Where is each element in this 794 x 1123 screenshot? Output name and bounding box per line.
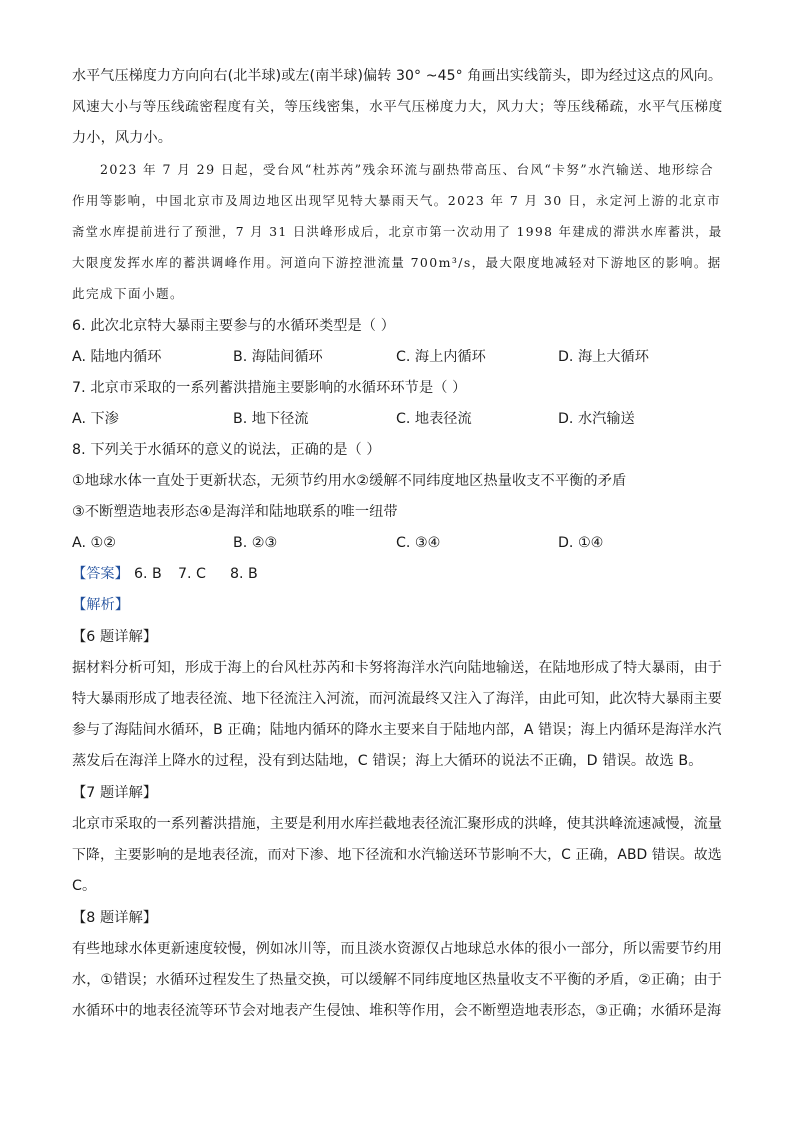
detail-6-line-1: 据材料分析可知，形成于海上的台风杜苏芮和卡努将海洋水汽向陆地输送，在陆地形成了特大暴雨，由于 [72,660,723,676]
intro-line-2: 风速大小与等压线疏密程度有关，等压线密集，水平气压梯度力大，风力大；等压线稀疏，水平气压梯度 [72,99,723,115]
material-line-1: 2023 年 7 月 29 日起，受台风“杜苏芮”残余环流与副热带高压、台风“卡努”水汽输送、地形综合 [100,162,715,177]
answer-8: 8. B [230,566,258,582]
question-7-option-c: C. 地表径流 [396,411,472,427]
question-8-options [72,533,724,553]
question-8-stem: 8. 下列关于水循环的意义的说法，正确的是（ ） [72,442,381,458]
question-6-stem: 6. 此次北京特大暴雨主要参与的水循环类型是（ ） [72,318,395,334]
question-7-option-a: A. 下渗 [72,411,119,427]
question-8-option-b: B. ②③ [233,535,278,551]
answer-7: 7. C [178,566,206,582]
detail-7-line-2: 下降，主要影响的是地表径流，而对下渗、地下径流和水汽输送环节影响不大，C 正确，ABD 错误。故选 [72,847,722,863]
detail-7-title: 【7 题详解】 [72,785,158,801]
question-8-option-c: C. ③④ [396,535,441,551]
detail-8-title: 【8 题详解】 [72,910,158,926]
question-6-options [72,347,724,367]
question-6-option-a: A. 陆地内循环 [72,349,162,365]
detail-6-line-4: 蒸发后在海洋上降水的过程，没有到达陆地，C 错误；海上大循环的说法不正确，D 错误。故选 B。 [72,753,703,769]
answer-row [72,564,332,584]
material-line-5: 此完成下面小题。 [72,286,184,301]
detail-7-line-1: 北京市采取的一系列蓄洪措施，主要是利用水库拦截地表径流汇聚形成的洪峰，使其洪峰流速减慢，流量 [72,816,723,832]
question-6-option-c: C. 海上内循环 [396,349,486,365]
material-line-2: 作用等影响，中国北京市及周边地区出现罕见特大暴雨天气。2023 年 7 月 30 日，永定河上游的北京市 [72,193,722,208]
answer-6: 6. B [134,566,162,582]
question-7-option-b: B. 地下径流 [233,411,309,427]
question-8-option-d: D. ①④ [558,535,604,551]
detail-8-line-3: 水循环中的地表径流等环节会对地表产生侵蚀、堆积等作用，会不断塑造地表形态，③正确；水循环是海 [72,1003,722,1019]
question-7-option-d: D. 水汽输送 [558,411,635,427]
material-line-4: 大限度发挥水库的蓄洪调峰作用。河道向下游控泄流量 700m³/s，最大限度地减轻对下游地区的影响。据 [72,255,722,270]
detail-6-line-2: 特大暴雨形成了地表径流、地下径流注入河流，而河流最终又注入了海洋，由此可知，此次特大暴雨主要 [72,691,723,707]
detail-8-line-2: 水，①错误；水循环过程发生了热量交换，可以缓解不同纬度地区热量收支不平衡的矛盾，②正确；由于 [72,972,722,988]
question-8-statement-2: ③不断塑造地表形态④是海洋和陆地联系的唯一纽带 [72,504,398,520]
question-7-options [72,409,724,429]
detail-6-line-3: 参与了海陆间水循环，B 正确；陆地内循环的降水主要来自于陆地内部，A 错误；海上内循环是海洋水汽 [72,722,722,738]
material-line-3: 斋堂水库提前进行了预泄，7 月 31 日洪峰形成后，北京市第一次动用了 1998 年建成的滞洪水库蓄洪，最 [72,225,723,239]
detail-6-title: 【6 题详解】 [72,629,158,645]
analysis-label: 【解析】 [72,597,130,613]
detail-7-line-3: C。 [72,878,97,894]
intro-line-3: 力小，风力小。 [72,130,173,146]
intro-line-1: 水平气压梯度力方向向右(北半球)或左(南半球)偏转 30° ~45° 角画出实线箭头，即为经过这点的风向。 [72,68,723,84]
question-8-statement-1: ①地球水体一直处于更新状态，无须节约用水②缓解不同纬度地区热量收支不平衡的矛盾 [72,473,627,489]
question-6-option-d: D. 海上大循环 [558,349,649,365]
detail-8-line-1: 有些地球水体更新速度较慢，例如冰川等，而且淡水资源仅占地球总水体的很小一部分，所以需要节约用 [72,941,723,957]
question-6-option-b: B. 海陆间循环 [233,349,323,365]
question-8-option-a: A. ①② [72,535,116,551]
question-7-stem: 7. 北京市采取的一系列蓄洪措施主要影响的水循环环节是（ ） [72,380,467,396]
answer-label: 【答案】 [72,566,129,582]
